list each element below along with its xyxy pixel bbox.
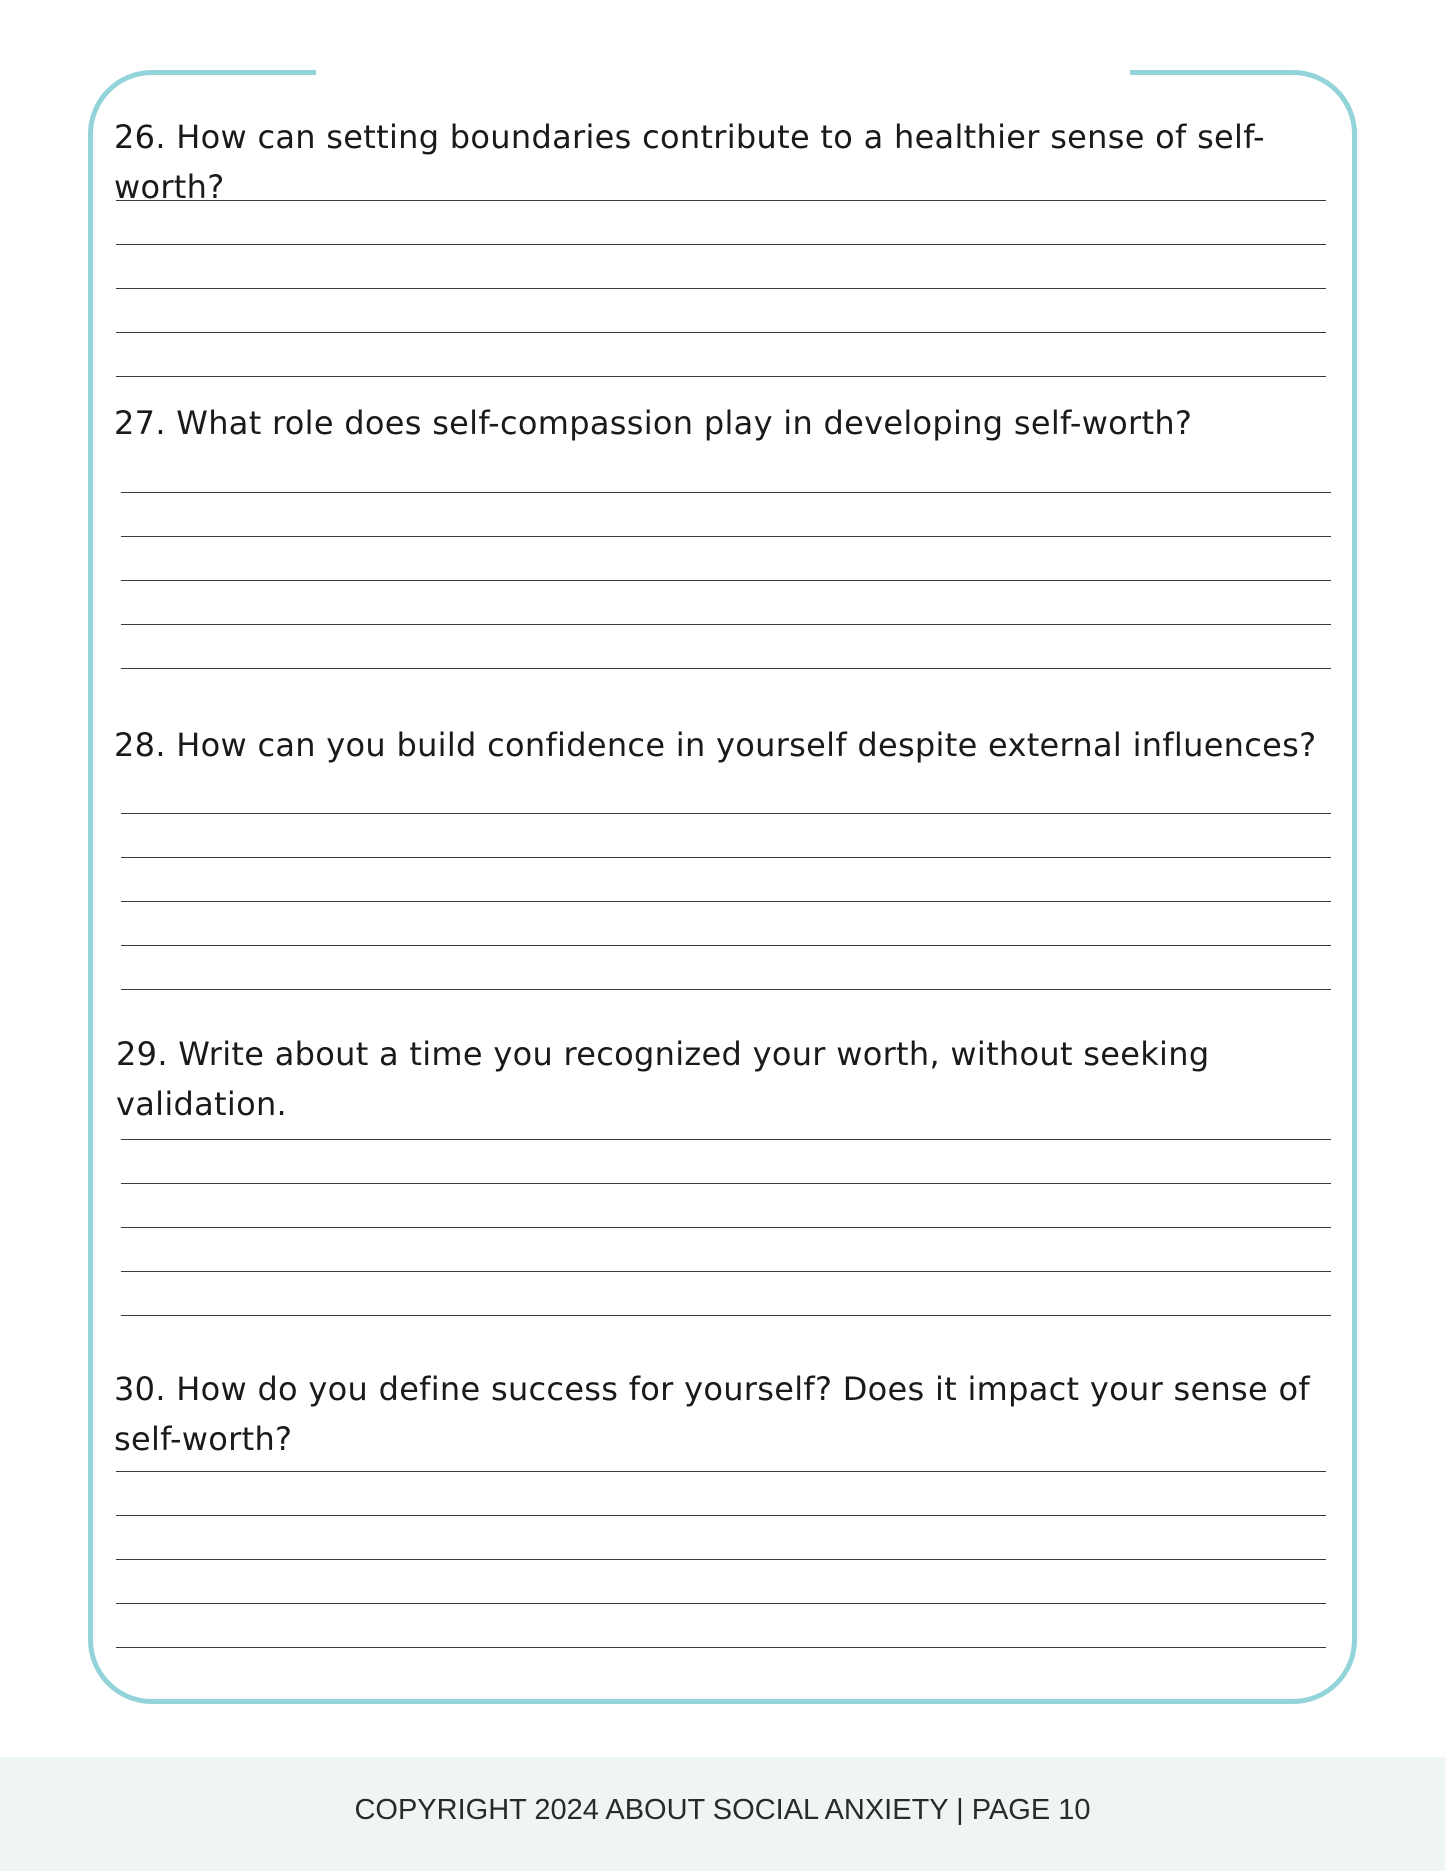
answer-line[interactable] xyxy=(116,288,1326,289)
answer-line[interactable] xyxy=(121,1271,1331,1272)
answer-line[interactable] xyxy=(116,1515,1326,1516)
answer-line[interactable] xyxy=(121,624,1331,625)
answer-line[interactable] xyxy=(116,244,1326,245)
answer-line[interactable] xyxy=(121,1315,1331,1316)
answer-line[interactable] xyxy=(116,376,1326,377)
answer-line[interactable] xyxy=(121,813,1331,814)
answer-line[interactable] xyxy=(121,1227,1331,1228)
prompt-29: 29. Write about a time you recognized your worth, without seeking validation. xyxy=(116,1035,1210,1123)
answer-line[interactable] xyxy=(121,536,1331,537)
answer-line[interactable] xyxy=(116,1603,1326,1604)
answer-line[interactable] xyxy=(121,989,1331,990)
prompt-28: 28. How can you build confidence in yourself despite external influences? xyxy=(114,726,1317,764)
answer-line[interactable] xyxy=(116,1647,1326,1648)
prompt-30: 30. How do you define success for yourself? Does it impact your sense of self-worth? xyxy=(114,1370,1310,1458)
footer-copyright: COPYRIGHT 2024 ABOUT SOCIAL ANXIETY | PAGE 10 xyxy=(354,1794,1091,1826)
answer-line[interactable] xyxy=(116,1559,1326,1560)
answer-line[interactable] xyxy=(121,1183,1331,1184)
answer-line[interactable] xyxy=(121,945,1331,946)
answer-line[interactable] xyxy=(121,901,1331,902)
answer-line[interactable] xyxy=(121,580,1331,581)
answer-line[interactable] xyxy=(121,857,1331,858)
prompt-26: 26. How can setting boundaries contribute to a healthier sense of self-worth? xyxy=(114,118,1265,206)
prompt-27: 27. What role does self-compassion play in developing self-worth? xyxy=(114,404,1193,442)
answer-line[interactable] xyxy=(121,1139,1331,1140)
answer-line[interactable] xyxy=(116,1471,1326,1472)
answer-line[interactable] xyxy=(121,668,1331,669)
frame-top-gap xyxy=(316,62,1130,82)
answer-line[interactable] xyxy=(121,492,1331,493)
answer-line[interactable] xyxy=(116,200,1326,201)
answer-line[interactable] xyxy=(116,332,1326,333)
